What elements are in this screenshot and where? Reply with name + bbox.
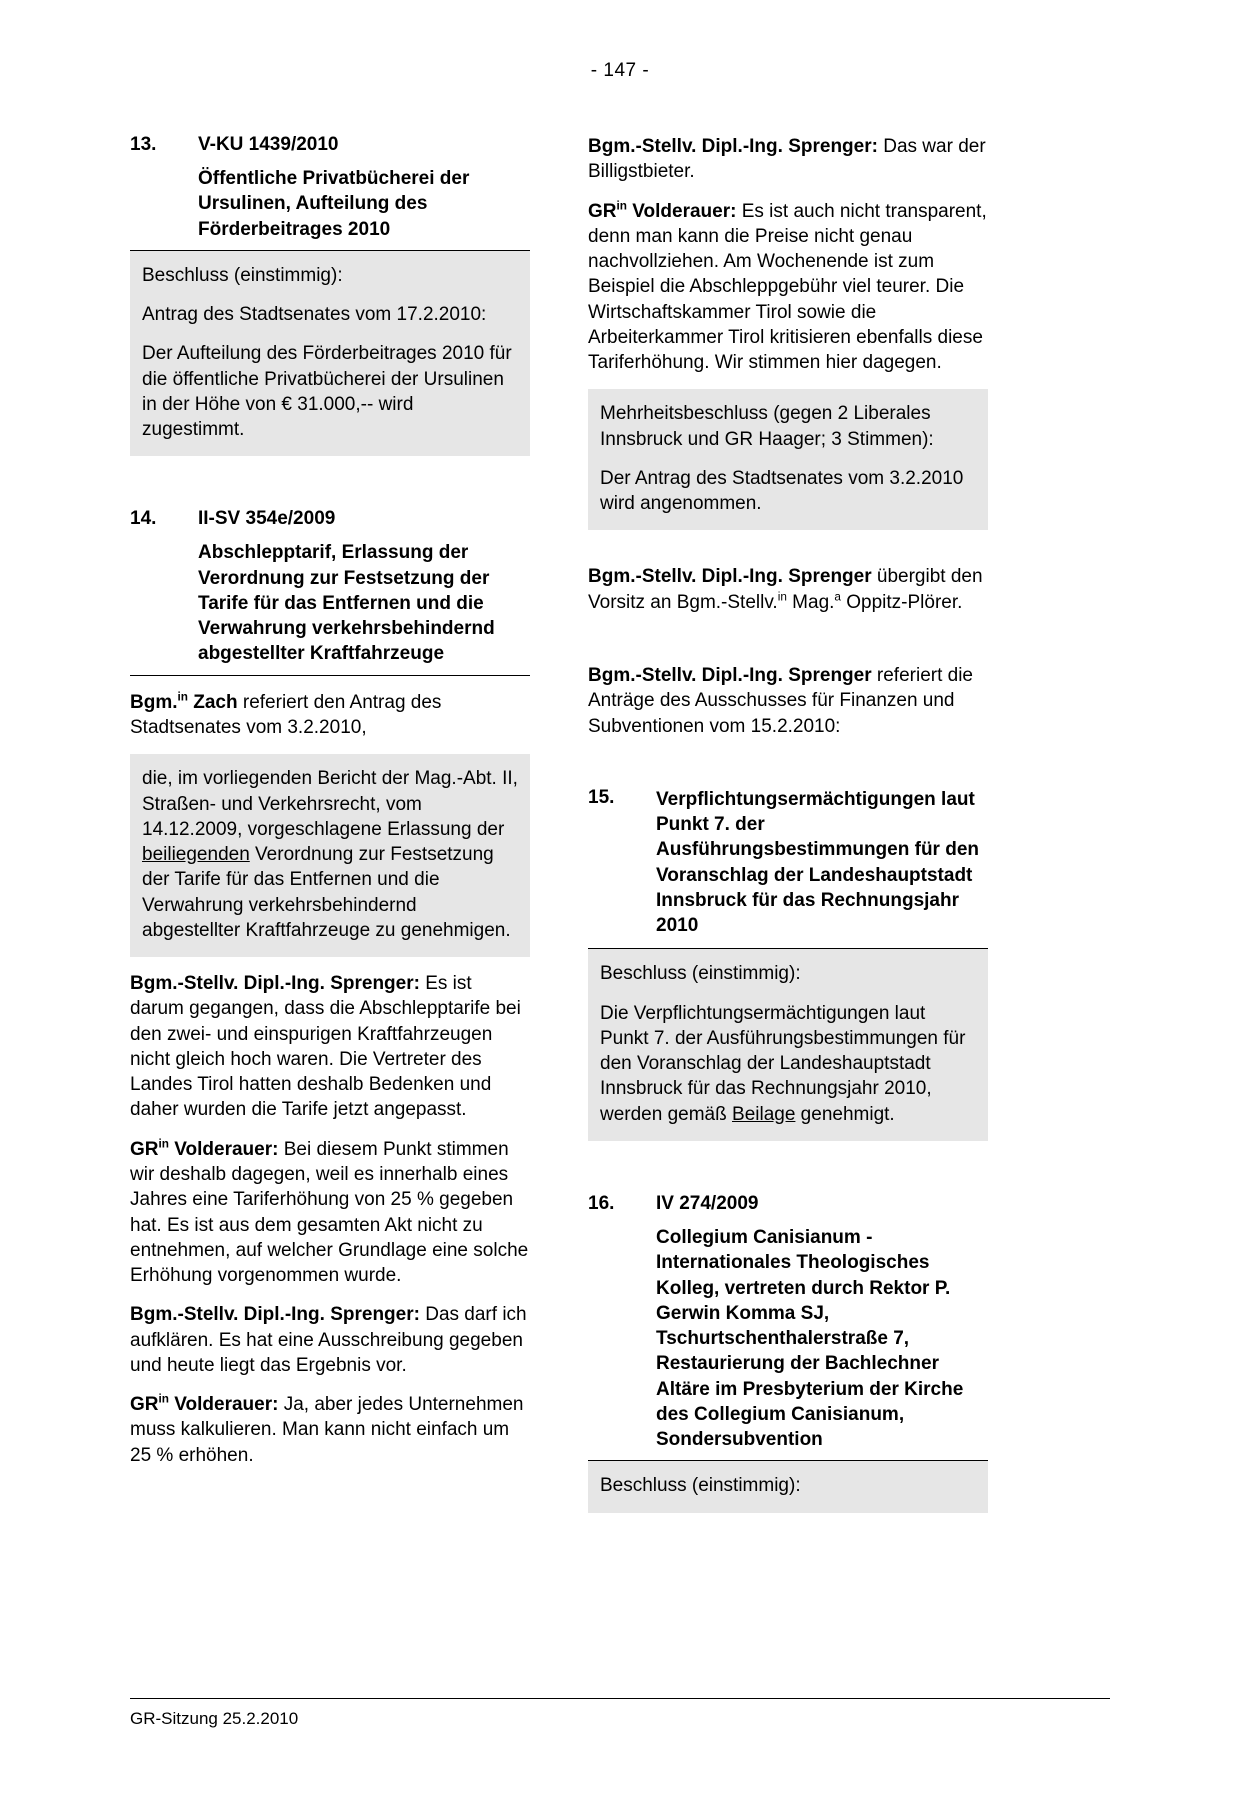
item-15-decision-label: Beschluss (einstimmig): — [600, 963, 801, 985]
statement-text: Das darf ich aufklären. Es hat eine Ausschreibung gegeben und heute liegt das Ergebnis vor. — [130, 1304, 527, 1376]
item-13-motion: Antrag des Stadtsenates vom 17.2.2010: — [142, 304, 487, 326]
item-15-title-inline: Verpflichtungsermächtigungen laut Punkt 7. der Ausführungsbestimmungen für den Voranschlag der Landeshauptstadt Innsbruck für das Rechnungsjahr 2010 — [656, 788, 979, 937]
spacer — [588, 530, 988, 564]
committee-intro — [588, 663, 988, 739]
two-column-body — [130, 134, 1110, 1513]
spacer — [130, 456, 530, 508]
statement-speaker: GR — [130, 1394, 159, 1416]
motion-part2: Verordnung zur Festsetzung der Tarife für das Entfernen und die Verwahrung verkehrsbehindernd abgestellter Kraftfahrzeuge zu genehmigen. — [142, 844, 511, 941]
chair-handover-note — [588, 564, 988, 615]
handover-sup-1: in — [777, 590, 787, 604]
agenda-item-14 — [130, 508, 530, 1468]
item-13-number: 13. — [130, 134, 157, 155]
item-14-speaker-intro — [130, 690, 530, 741]
agenda-item-15 — [588, 787, 988, 1141]
statement-speaker: Bgm.-Stellv. Dipl.-Ing. Sprenger: — [588, 136, 878, 157]
handover-sup-2: a — [834, 590, 841, 604]
decision-part1: Die Verpflichtungsermächtigungen laut Punkt 7. der Ausführungsbestimmungen für den Voranschlag der Landeshauptstadt Innsbruck für das Rechnungsjahr 2010, werden gemäß — [600, 1002, 966, 1125]
item-14-title: Abschlepptarif, Erlassung der Verordnung zur Festsetzung der Tarife für das Entfernen und die Verwahrung verkehrsbehindernd abgestellter Kraftfahrzeuge — [198, 542, 495, 665]
statement-text: referiert die Anträge des Ausschusses für Finanzen und Subventionen vom 15.2.2010: — [588, 664, 973, 737]
item-13-header — [130, 134, 530, 156]
spacer — [588, 1141, 988, 1193]
page-footer — [130, 1698, 1110, 1729]
decision-part2: genehmigt. — [795, 1103, 895, 1125]
handover-text-a: übergibt den Vorsitz an Bgm.-Stellv. — [588, 566, 983, 613]
item-16-header — [588, 1193, 988, 1215]
statement-speaker-sup: in — [158, 1137, 169, 1151]
agenda-item-13 — [130, 134, 530, 456]
item-16-code: IV 274/2009 — [656, 1192, 759, 1214]
statement-speaker-sup: in — [616, 199, 627, 213]
statement-volderauer-3 — [588, 199, 988, 376]
item-16-decision-label: Beschluss (einstimmig): — [600, 1475, 801, 1497]
statement-speaker: Bgm.-Stellv. Dipl.-Ing. Sprenger — [588, 664, 872, 686]
item-14-motion-text — [142, 766, 518, 943]
speaker-name-part2: Zach — [187, 691, 238, 713]
item-13-code: V-KU 1439/2010 — [198, 134, 339, 155]
item-15-decision-body — [600, 1001, 976, 1127]
item-13-decision-block — [130, 251, 530, 457]
item-14-motion-block — [130, 754, 530, 957]
left-column — [130, 134, 530, 1513]
statement-speaker-2: Volderauer: — [168, 1138, 279, 1160]
footer-divider — [130, 1698, 1110, 1699]
item-16-number: 16. — [588, 1192, 615, 1214]
statement-speaker: Bgm.-Stellv. Dipl.-Ing. Sprenger — [588, 566, 872, 588]
statement-sprenger-3 — [588, 134, 988, 185]
item-13-decision-label: Beschluss (einstimmig): — [142, 264, 343, 286]
decision-underlined: Beilage — [732, 1103, 796, 1125]
statement-volderauer-2 — [130, 1392, 530, 1468]
item-16-decision-block — [588, 1461, 988, 1512]
item-16-title: Collegium Canisianum - Internationales Theologisches Kolleg, vertreten durch Rektor P. Gerwin Komma SJ, Tschurtschenthalerstraße 7, Restaurierung der Bachlechner Altäre im Presbyterium der Kirche des Collegium Canisianum, Sondersubvention — [656, 1226, 964, 1451]
item-14-number: 14. — [130, 508, 157, 530]
item-14-divider — [130, 675, 530, 676]
motion-underlined: beiliegenden — [142, 844, 250, 866]
spacer — [588, 753, 988, 787]
statement-volderauer-1 — [130, 1137, 530, 1289]
statement-text: Bei diesem Punkt stimmen wir deshalb dagegen, weil es innerhalb eines Jahres eine Tariferhöhung von 25 % gegeben hat. Es ist aus dem gesamten Akt nicht zu entnehmen, auf welcher Grundlage eine solche Erhöhung vorgenommen wurde. — [130, 1138, 529, 1287]
speaker-name-part1: Bgm. — [130, 691, 178, 713]
statement-text: Es ist darum gegangen, dass die Abschlepptarife bei den zwei- und einspurigen Kraftfahrzeugen nicht gleich hoch waren. Die Vertreter des Landes Tirol hatten deshalb Bedenken und daher wurden die Tarife jetzt angepasst. — [130, 973, 521, 1121]
statement-speaker: GR — [130, 1138, 159, 1160]
item-14-decision-label: Mehrheitsbeschluss (gegen 2 Liberales Innsbruck und GR Haager; 3 Stimmen): — [600, 403, 934, 450]
item-13-title: Öffentliche Privatbücherei der Ursulinen, Aufteilung des Förderbeitrages 2010 — [198, 168, 470, 240]
statement-text: Es ist auch nicht transparent, denn man kann die Preise nicht genau nachvollziehen. Am Wochenende ist zum Beispiel die Abschleppgebühr viel teurer. Die Wirtschaftskammer Tirol sowie die Arbeiterkammer Tirol kritisieren ebenfalls diese Tariferhöhung. Wir stimmen hier dagegen. — [588, 200, 987, 374]
right-column — [588, 134, 988, 1513]
statement-speaker-sup: in — [158, 1392, 169, 1406]
statement-speaker: Bgm.-Stellv. Dipl.-Ing. Sprenger: — [130, 1304, 420, 1326]
item-13-decision-body: Der Aufteilung des Förderbeitrages 2010 für die öffentliche Privatbücherei der Ursulinen in der Höhe von € 31.000,-- wird zugestimmt. — [142, 343, 512, 441]
document-page — [0, 60, 1240, 1815]
statement-text: Das war der Billigstbieter. — [588, 136, 986, 183]
motion-part1: die, im vorliegenden Bericht der Mag.-Abt. II, Straßen- und Verkehrsrecht, vom 14.12.2009, vorgeschlagene Erlassung der — [142, 768, 518, 840]
item-14-decision-body: Der Antrag des Stadtsenates vom 3.2.2010 wird angenommen. — [600, 467, 964, 515]
statement-sprenger-1 — [130, 971, 530, 1123]
agenda-item-16 — [588, 1193, 988, 1513]
speaker-name-sup: in — [177, 690, 188, 704]
statement-sprenger-2 — [130, 1302, 530, 1378]
handover-text-c: Oppitz-Plörer. — [840, 591, 963, 613]
statement-speaker: Bgm.-Stellv. Dipl.-Ing. Sprenger: — [130, 973, 420, 995]
statement-text: Ja, aber jedes Unternehmen muss kalkulieren. Man kann nicht einfach um 25 % erhöhen. — [130, 1394, 524, 1466]
page-number: - 147 - — [590, 60, 650, 81]
item-14-header — [130, 508, 530, 530]
handover-text-b: Mag. — [786, 591, 835, 613]
item-15-number: 15. — [588, 786, 615, 808]
spacer — [588, 629, 988, 663]
footer-text: GR-Sitzung 25.2.2010 — [130, 1709, 299, 1728]
statement-speaker-2: Volderauer: — [626, 200, 737, 222]
speaker-intro-text: referiert den Antrag des Stadtsenates vom 3.2.2010, — [130, 691, 442, 738]
item-14-code: II-SV 354e/2009 — [198, 508, 336, 530]
item-15-decision-block — [588, 949, 988, 1141]
item-14-decision-block — [588, 389, 988, 530]
item-15-header — [588, 787, 988, 939]
statement-speaker: GR — [588, 200, 617, 222]
statement-speaker-2: Volderauer: — [168, 1394, 279, 1416]
